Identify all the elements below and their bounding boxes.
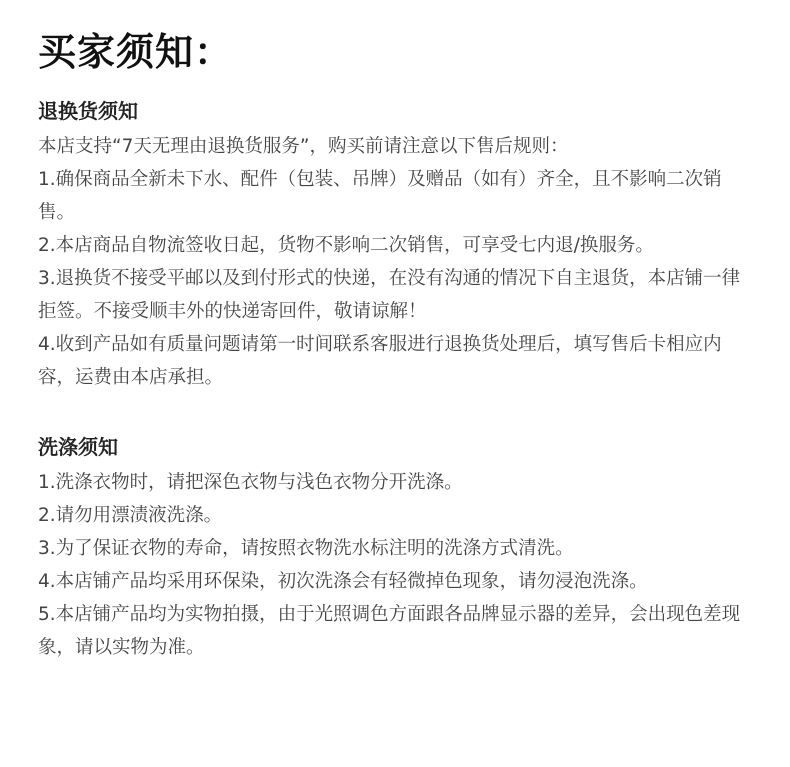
washing-rule-3: 3.为了保证衣物的寿命，请按照衣物洗水标注明的洗涤方式清洗。 [38, 538, 574, 559]
returns-intro: 本店支持“7天无理由退换货服务”，购买前请注意以下售后规则： [38, 136, 569, 157]
returns-heading: 退换货须知 [38, 99, 138, 123]
washing-rule-1: 1.洗涤衣物时，请把深色衣物与浅色衣物分开洗涤。 [38, 472, 463, 493]
returns-rule-4: 4.收到产品如有质量问题请第一时间联系客服进行退换货处理后，填写售后卡相应内容，运费由本店承担。 [38, 334, 722, 388]
returns-rule-3: 3.退换货不接受平邮以及到付形式的快递，在没有沟通的情况下自主退货，本店铺一律拒签。不接受顺丰外的快递寄回件，敬请谅解！ [38, 268, 741, 322]
returns-rule-1: 1.确保商品全新未下水、配件（包装、吊牌）及赠品（如有）齐全，且不影响二次销售。 [38, 169, 722, 223]
washing-rule-4: 4.本店铺产品均采用环保染，初次洗涤会有轻微掉色现象，请勿浸泡洗涤。 [38, 571, 648, 592]
washing-rule-5: 5.本店铺产品均为实物拍摄，由于光照调色方面跟各品牌显示器的差异，会出现色差现象，请以实物为准。 [38, 604, 741, 658]
washing-heading: 洗涤须知 [38, 435, 118, 459]
returns-section [38, 96, 750, 394]
returns-rule-2: 2.本店商品自物流签收日起，货物不影响二次销售，可享受七内退/换服务。 [38, 235, 654, 256]
page-title: 买家须知： [38, 30, 234, 74]
washing-rule-2: 2.请勿用漂渍液洗涤。 [38, 505, 223, 526]
washing-section [38, 432, 750, 664]
section-spacer [38, 394, 750, 432]
